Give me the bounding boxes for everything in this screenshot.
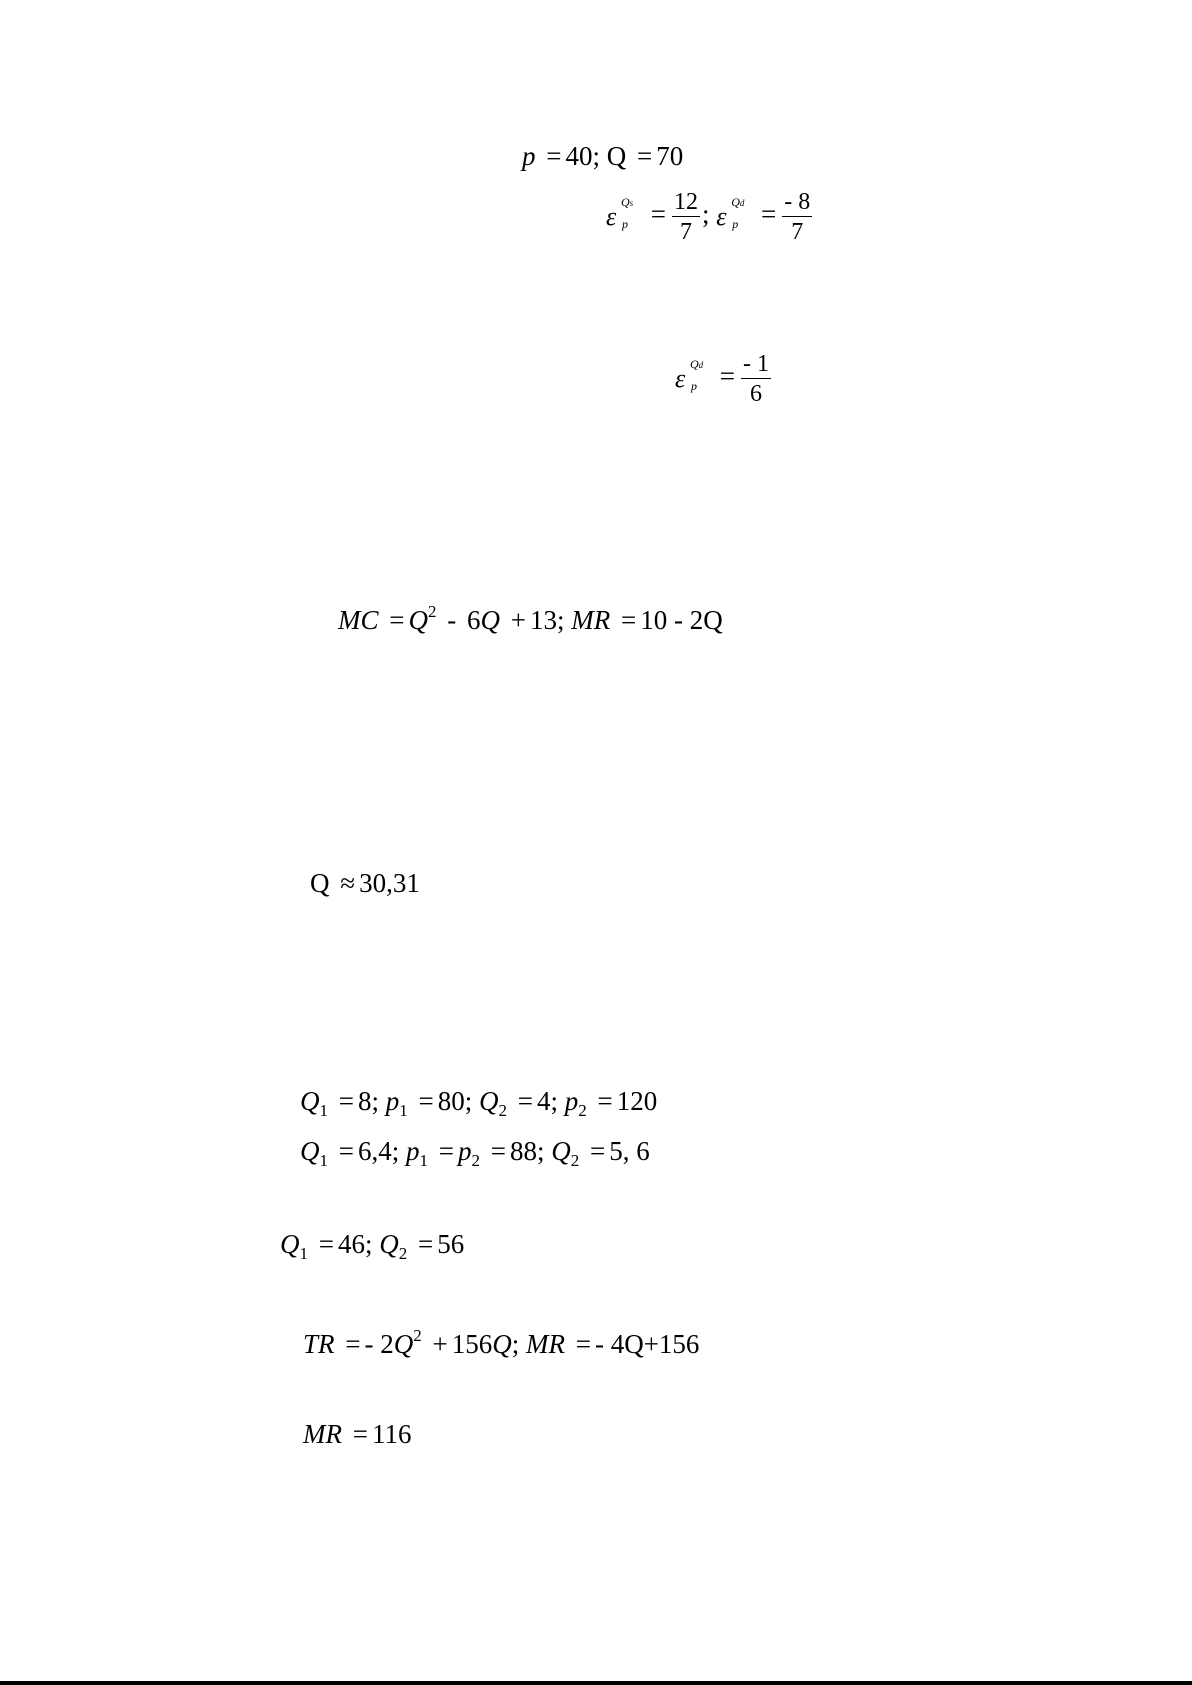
elasticity-supply-symbol: ε Qs p: [606, 195, 634, 231]
var-p: p: [522, 141, 536, 171]
equation-demand-elasticity: ε Qd p = $\frac{- 1}{6}$: [675, 351, 769, 407]
page-bottom-border: [0, 1681, 1192, 1685]
equation-mc-mr: MC = $Q^2 - 6Q + 13$; MR = 10 - 2Q: [338, 602, 723, 635]
equation-price-quantity: p = 40; Q = 70: [522, 141, 684, 171]
equation-elasticities: ε Qs p = $\frac{12}{7}$ ; ε Qd p = $\frac{- 8}{7}$: [606, 189, 811, 245]
elasticity-demand-symbol: ε Qd p: [716, 195, 745, 231]
equation-quantity-approx: Q ≈ 30,31: [310, 868, 420, 898]
fraction-demand: $\frac{- 8}{7}$: [784, 189, 811, 245]
elasticity-demand-symbol: ε Qd p: [675, 357, 704, 393]
fraction-demand: $\frac{- 1}{6}$: [742, 351, 769, 407]
fraction-supply: $\frac{12}{7}$: [673, 189, 698, 245]
equation-tr-mr: TR = - $2Q^2 + 156Q$; MR = - 4Q+156: [303, 1326, 700, 1359]
equation-mr-value: MR = 116: [303, 1419, 412, 1449]
equation-segmented-markets: $Q_1 = 8$; $p_1 = 80$; $Q_2 = 4$; $p_2 = 120$: [300, 1086, 658, 1120]
equation-uniform-price: $Q_1 = 6,4$; $p_1 = p_2 = 88$; $Q_2 = 5$, 6: [300, 1136, 650, 1170]
equation-q1-q2: $Q_1 = 46$; $Q_2 = 56$: [280, 1229, 465, 1263]
